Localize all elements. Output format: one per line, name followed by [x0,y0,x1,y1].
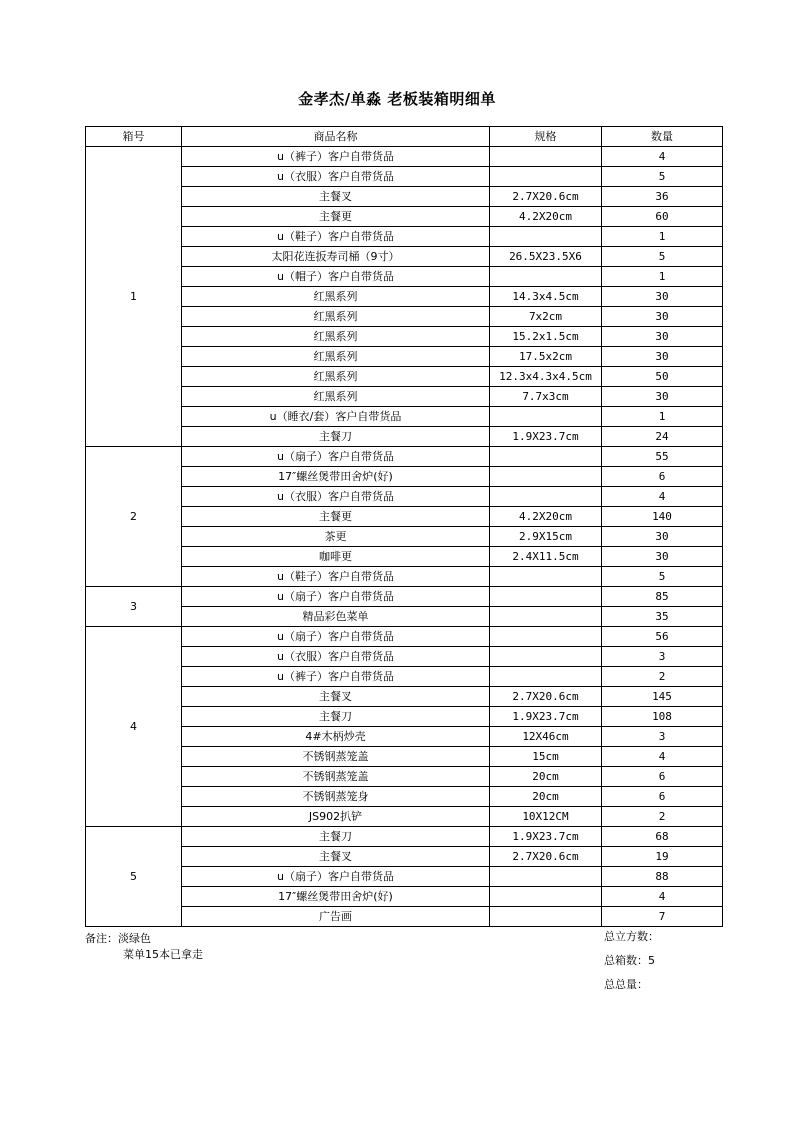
quantity-cell: 2 [602,667,723,687]
packing-list-table [85,126,723,927]
product-name-cell: 主餐刀 [182,427,490,447]
product-name-cell: u（扇子）客户自带货品 [182,587,490,607]
table-row [86,327,723,347]
quantity-cell: 5 [602,247,723,267]
table-row [86,887,723,907]
table-row [86,567,723,587]
table-row [86,267,723,287]
specification-cell [490,867,602,887]
table-header-row [86,127,723,147]
product-name-cell: 茶更 [182,527,490,547]
quantity-cell: 4 [602,487,723,507]
specification-cell: 15.2x1.5cm [490,327,602,347]
product-name-cell: u（裤子）客户自带货品 [182,147,490,167]
quantity-cell: 145 [602,687,723,707]
quantity-cell: 6 [602,467,723,487]
product-name-cell: 17″螺丝煲带田舍炉(好) [182,467,490,487]
table-row [86,487,723,507]
table-row [86,387,723,407]
specification-cell: 2.7X20.6cm [490,187,602,207]
table-row [86,427,723,447]
product-name-cell: u（帽子）客户自带货品 [182,267,490,287]
quantity-cell: 7 [602,907,723,927]
specification-cell: 2.4X11.5cm [490,547,602,567]
specification-cell [490,407,602,427]
specification-cell [490,467,602,487]
quantity-cell: 3 [602,727,723,747]
box-number-cell: 3 [86,587,182,627]
total-volume: 总立方数： [604,930,659,943]
product-name-cell: 红黑系列 [182,287,490,307]
table-row [86,847,723,867]
table-row [86,867,723,887]
product-name-cell: u（衣服）客户自带货品 [182,647,490,667]
product-name-cell: 广告画 [182,907,490,927]
box-number-cell: 4 [86,627,182,827]
product-name-cell: 不锈钢蒸笼盖 [182,747,490,767]
quantity-cell: 55 [602,447,723,467]
table-row [86,307,723,327]
quantity-cell: 60 [602,207,723,227]
header-specification: 规格 [490,127,602,147]
product-name-cell: 不锈钢蒸笼盖 [182,767,490,787]
quantity-cell: 88 [602,867,723,887]
box-number-cell: 1 [86,147,182,447]
quantity-cell: 3 [602,647,723,667]
product-name-cell: 太阳花连扳寿司桶（9寸） [182,247,490,267]
product-name-cell: 不锈钢蒸笼身 [182,787,490,807]
header-product-name: 商品名称 [182,127,490,147]
table-row [86,447,723,467]
quantity-cell: 4 [602,747,723,767]
specification-cell: 20cm [490,787,602,807]
table-row [86,767,723,787]
specification-cell: 20cm [490,767,602,787]
notes-label: 备注： [85,932,118,945]
quantity-cell: 36 [602,187,723,207]
specification-cell: 1.9X23.7cm [490,427,602,447]
specification-cell: 10X12CM [490,807,602,827]
specification-cell: 14.3x4.5cm [490,287,602,307]
table-row [86,687,723,707]
table-row [86,167,723,187]
product-name-cell: u（扇子）客户自带货品 [182,447,490,467]
table-row [86,527,723,547]
product-name-cell: 红黑系列 [182,327,490,347]
quantity-cell: 30 [602,327,723,347]
product-name-cell: 主餐更 [182,507,490,527]
notes-block [85,931,203,963]
product-name-cell: 红黑系列 [182,387,490,407]
product-name-cell: 4#木柄炒壳 [182,727,490,747]
table-row [86,227,723,247]
table-row [86,827,723,847]
table-row [86,627,723,647]
specification-cell: 17.5x2cm [490,347,602,367]
specification-cell [490,487,602,507]
table-row [86,367,723,387]
specification-cell [490,607,602,627]
quantity-cell: 1 [602,407,723,427]
quantity-cell: 24 [602,427,723,447]
quantity-cell: 4 [602,147,723,167]
quantity-cell: 1 [602,267,723,287]
specification-cell: 7.7x3cm [490,387,602,407]
specification-cell [490,267,602,287]
specification-cell: 1.9X23.7cm [490,827,602,847]
specification-cell: 26.5X23.5X6 [490,247,602,267]
product-name-cell: u（衣服）客户自带货品 [182,487,490,507]
specification-cell: 2.9X15cm [490,527,602,547]
product-name-cell: u（扇子）客户自带货品 [182,867,490,887]
table-row [86,207,723,227]
quantity-cell: 140 [602,507,723,527]
product-name-cell: 红黑系列 [182,367,490,387]
specification-cell [490,907,602,927]
product-name-cell: 主餐刀 [182,707,490,727]
quantity-cell: 35 [602,607,723,627]
table-row [86,787,723,807]
product-name-cell: 主餐叉 [182,847,490,867]
specification-cell: 15cm [490,747,602,767]
specification-cell: 12X46cm [490,727,602,747]
table-row [86,247,723,267]
quantity-cell: 1 [602,227,723,247]
total-boxes: 总箱数：5 [604,954,655,967]
quantity-cell: 50 [602,367,723,387]
specification-cell: 4.2X20cm [490,507,602,527]
document-title: 金孝杰/单淼 老板装箱明细单 [298,90,496,108]
product-name-cell: u（裤子）客户自带货品 [182,667,490,687]
product-name-cell: JS902扒铲 [182,807,490,827]
product-name-cell: 红黑系列 [182,347,490,367]
specification-cell [490,587,602,607]
box-number-cell: 2 [86,447,182,587]
specification-cell: 2.7X20.6cm [490,847,602,867]
summary-block [604,930,659,1002]
table-row [86,727,723,747]
table-row [86,347,723,367]
product-name-cell: 主餐叉 [182,687,490,707]
quantity-cell: 108 [602,707,723,727]
table-row [86,407,723,427]
header-box-number: 箱号 [86,127,182,147]
product-name-cell: u（鞋子）客户自带货品 [182,567,490,587]
quantity-cell: 30 [602,527,723,547]
product-name-cell: 主餐更 [182,207,490,227]
quantity-cell: 30 [602,287,723,307]
table-row [86,807,723,827]
product-name-cell: 主餐刀 [182,827,490,847]
specification-cell: 4.2X20cm [490,207,602,227]
quantity-cell: 6 [602,787,723,807]
product-name-cell: 精品彩色菜单 [182,607,490,627]
product-name-cell: 红黑系列 [182,307,490,327]
quantity-cell: 6 [602,767,723,787]
quantity-cell: 5 [602,167,723,187]
notes-line-2: 菜单15本已拿走 [123,948,203,961]
specification-cell: 1.9X23.7cm [490,707,602,727]
product-name-cell: u（睡衣/套）客户自带货品 [182,407,490,427]
table-row [86,287,723,307]
table-row [86,707,723,727]
specification-cell [490,647,602,667]
table-row [86,187,723,207]
table-row [86,907,723,927]
box-number-cell: 5 [86,827,182,927]
table-row [86,587,723,607]
product-name-cell: 咖啡更 [182,547,490,567]
table-row [86,467,723,487]
table-row [86,507,723,527]
product-name-cell: 主餐叉 [182,187,490,207]
specification-cell [490,447,602,467]
quantity-cell: 56 [602,627,723,647]
quantity-cell: 30 [602,547,723,567]
specification-cell [490,227,602,247]
quantity-cell: 30 [602,387,723,407]
product-name-cell: u（扇子）客户自带货品 [182,627,490,647]
table-row [86,547,723,567]
quantity-cell: 19 [602,847,723,867]
quantity-cell: 5 [602,567,723,587]
specification-cell [490,167,602,187]
notes-line-1: 淡绿色 [118,932,151,945]
total-quantity: 总总量： [604,978,648,991]
quantity-cell: 30 [602,307,723,327]
table-row [86,747,723,767]
specification-cell [490,667,602,687]
product-name-cell: u（衣服）客户自带货品 [182,167,490,187]
header-quantity: 数量 [602,127,723,147]
specification-cell [490,567,602,587]
table-row [86,147,723,167]
quantity-cell: 30 [602,347,723,367]
specification-cell [490,147,602,167]
product-name-cell: u（鞋子）客户自带货品 [182,227,490,247]
quantity-cell: 4 [602,887,723,907]
quantity-cell: 2 [602,807,723,827]
table-row [86,607,723,627]
specification-cell: 12.3x4.3x4.5cm [490,367,602,387]
specification-cell: 7x2cm [490,307,602,327]
table-row [86,647,723,667]
specification-cell: 2.7X20.6cm [490,687,602,707]
table-row [86,667,723,687]
specification-cell [490,627,602,647]
quantity-cell: 68 [602,827,723,847]
specification-cell [490,887,602,907]
product-name-cell: 17″螺丝煲带田舍炉(好) [182,887,490,907]
quantity-cell: 85 [602,587,723,607]
